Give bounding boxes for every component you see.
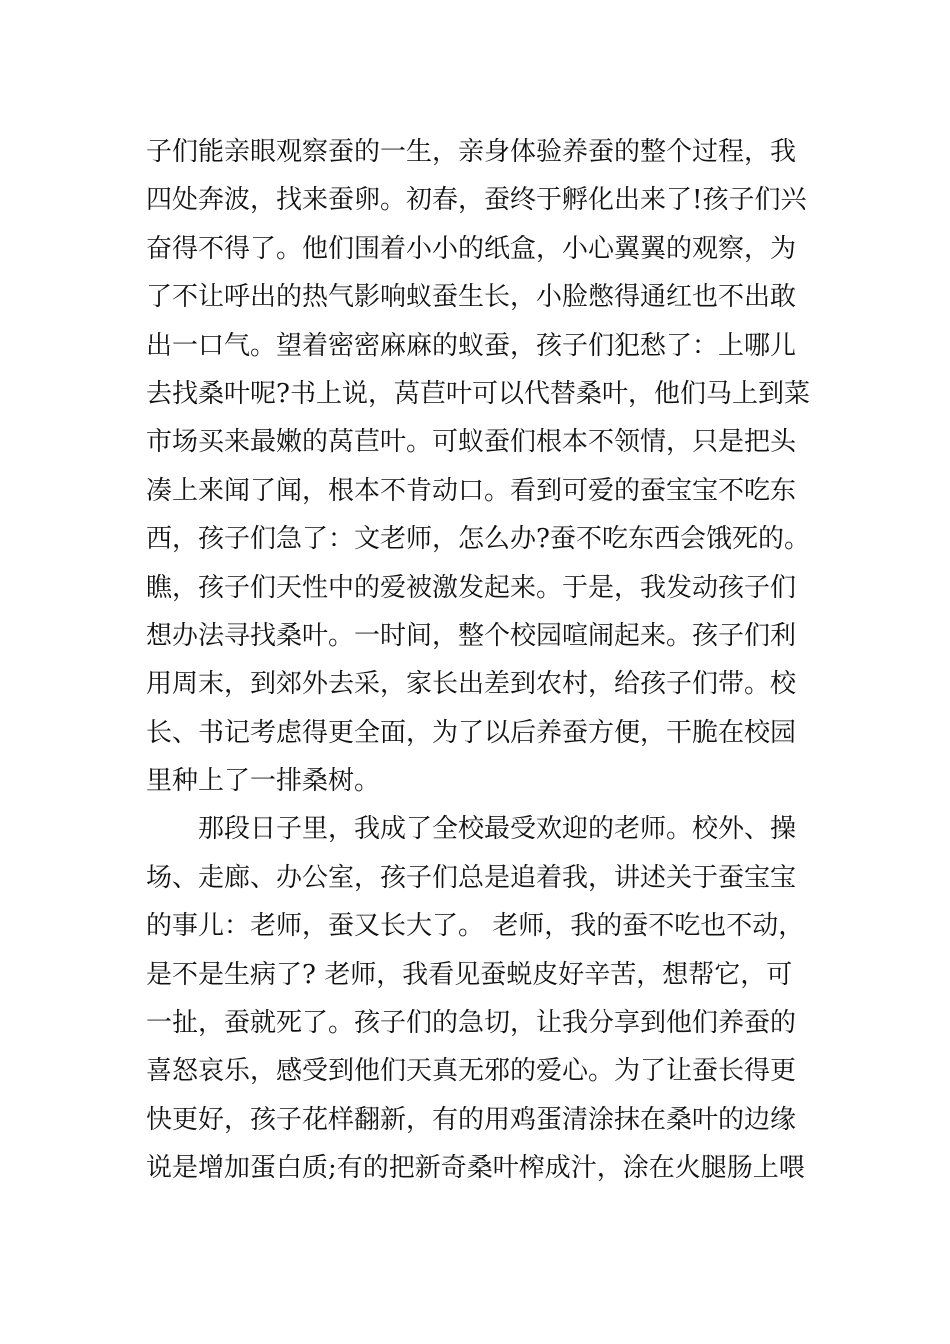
text-line: 西，孩子们急了：文老师，怎么办?蚕不吃东西会饿死的。 (146, 524, 810, 555)
text-line: 长、书记考虑得更全面，为了以后养蚕方便，干脆在校园 (146, 717, 797, 748)
text-line: 用周末，到郊外去采，家长出差到农村，给孩子们带。校 (146, 669, 797, 700)
text-line: 是不是生病了? 老师，我看见蚕蜕皮好辛苦，想帮它，可 (146, 959, 793, 990)
text-line: 市场买来最嫩的莴苣叶。可蚁蚕们根本不领情，只是把头 (146, 427, 797, 458)
paragraph-first-line: 那段日子里，我成了全校最受欢迎的老师。校外、操 (198, 814, 797, 845)
text-line: 瞧，孩子们天性中的爱被激发起来。于是，我发动孩子们 (146, 572, 797, 603)
text-line: 喜怒哀乐，感受到他们天真无邪的爱心。为了让蚕长得更 (146, 1056, 797, 1087)
text-line: 场、走廊、办公室，孩子们总是追着我，讲述关于蚕宝宝 (146, 862, 797, 893)
text-line: 出一口气。望着密密麻麻的蚁蚕，孩子们犯愁了：上哪儿 (146, 330, 797, 361)
text-line: 四处奔波，找来蚕卵。初春，蚕终于孵化出来了!孩子们兴 (146, 185, 807, 216)
text-line: 去找桑叶呢?书上说，莴苣叶可以代替桑叶，他们马上到菜 (146, 378, 810, 409)
text-line: 里种上了一排桑树。 (146, 766, 381, 797)
text-line: 凑上来闻了闻，根本不肯动口。看到可爱的蚕宝宝不吃东 (146, 475, 797, 506)
text-line: 的事儿：老师，蚕又长大了。 老师，我的蚕不吃也不动， (146, 911, 805, 942)
text-line: 了不让呼出的热气影响蚁蚕生长，小脸憋得通红也不出敢 (146, 282, 797, 313)
text-line: 奋得不得了。他们围着小小的纸盒，小心翼翼的观察，为 (146, 233, 797, 264)
text-line: 快更好，孩子花样翻新，有的用鸡蛋清涂抹在桑叶的边缘 (146, 1104, 797, 1135)
text-line: 想办法寻找桑叶。一时间，整个校园喧闹起来。孩子们利 (146, 620, 797, 651)
text-line: 子们能亲眼观察蚕的一生，亲身体验养蚕的整个过程，我 (146, 137, 797, 167)
text-line: 说是增加蛋白质;有的把新奇桑叶榨成汁，涂在火腿肠上喂 (146, 1153, 805, 1184)
body-text (146, 128, 826, 1193)
text-line: 一扯，蚕就死了。孩子们的急切，让我分享到他们养蚕的 (146, 1008, 797, 1039)
